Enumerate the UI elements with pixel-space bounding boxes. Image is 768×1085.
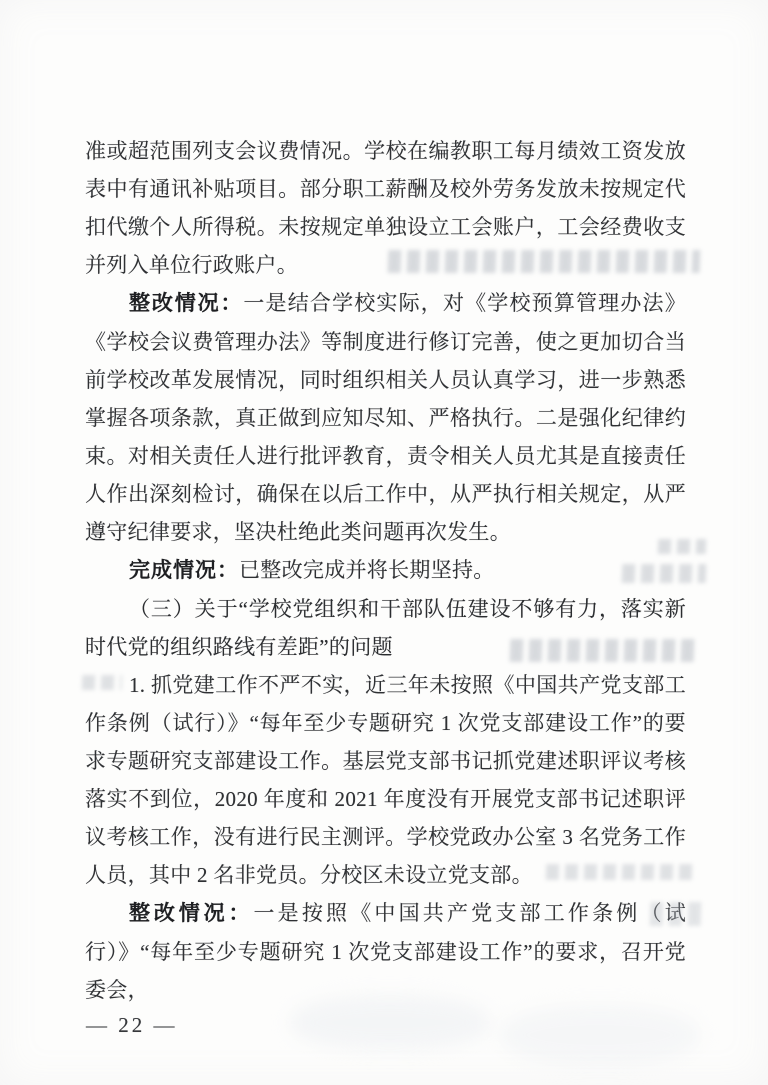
text-segment: 准或超范围列支会议费情况。学校在编教职工每月绩效工资发放表中有通讯补贴项目。部分职工薪酬及校外劳务发放未按规定代扣代缴个人所得税。未按规定单独设立工会账户，工会经费收支并列入单位行政账户。 [85,139,686,277]
page-number: — 22 — [86,1013,178,1037]
document-body [85,132,686,1009]
paragraph-6 [85,894,686,1009]
bold-label: 整改情况： [129,902,254,925]
paragraph-3 [85,551,686,590]
text-segment: （三）关于“学校党组织和干部队伍建设不够有力，落实新时代党的组织路线有差距”的问题 [85,597,686,659]
text-segment: 1. 抓党建工作不严不实，近三年未按照《中国共产党支部工作条例（试行）》“每年至少专题研究 1 次党支部建设工作”的要求专题研究支部建设工作。基层党支部书记抓党建述职评议考核落实不到位，2020 年度和 2021 年度没有开展党支部书记述职评议考核工作，没有进行民主测评。学校党政办公室 3 名党务工作人员，其中 2 名非党员。分校区未设立党支部。 [85,673,686,887]
text-segment: 一是按照《中国共产党支部工作条例（试行）》“每年至少专题研究 1 次党支部建设工作”的要求，召开党委会， [85,901,686,1002]
ink-bleed-through-mark [500,1005,700,1065]
paragraph-5 [85,666,686,894]
paragraph-1 [85,132,686,284]
text-segment: 一是结合学校实际，对《学校预算管理办法》《学校会议费管理办法》等制度进行修订完善，使之更加切合当前学校改革发展情况，同时组织相关人员认真学习，进一步熟悉掌握各项条款，真正做到应知尽知、严格执行。二是强化纪律约束。对相关责任人进行批评教育，责令相关人员尤其是直接责任人作出深刻检讨，确保在以后工作中，从严执行相关规定，从严遵守纪律要求，坚决杜绝此类问题再次发生。 [85,291,686,544]
paragraph-2 [85,284,686,551]
bold-label: 整改情况： [129,292,244,315]
bold-label: 完成情况： [129,559,239,582]
text-segment: 已整改完成并将长期坚持。 [239,558,495,582]
paragraph-4 [85,590,686,666]
